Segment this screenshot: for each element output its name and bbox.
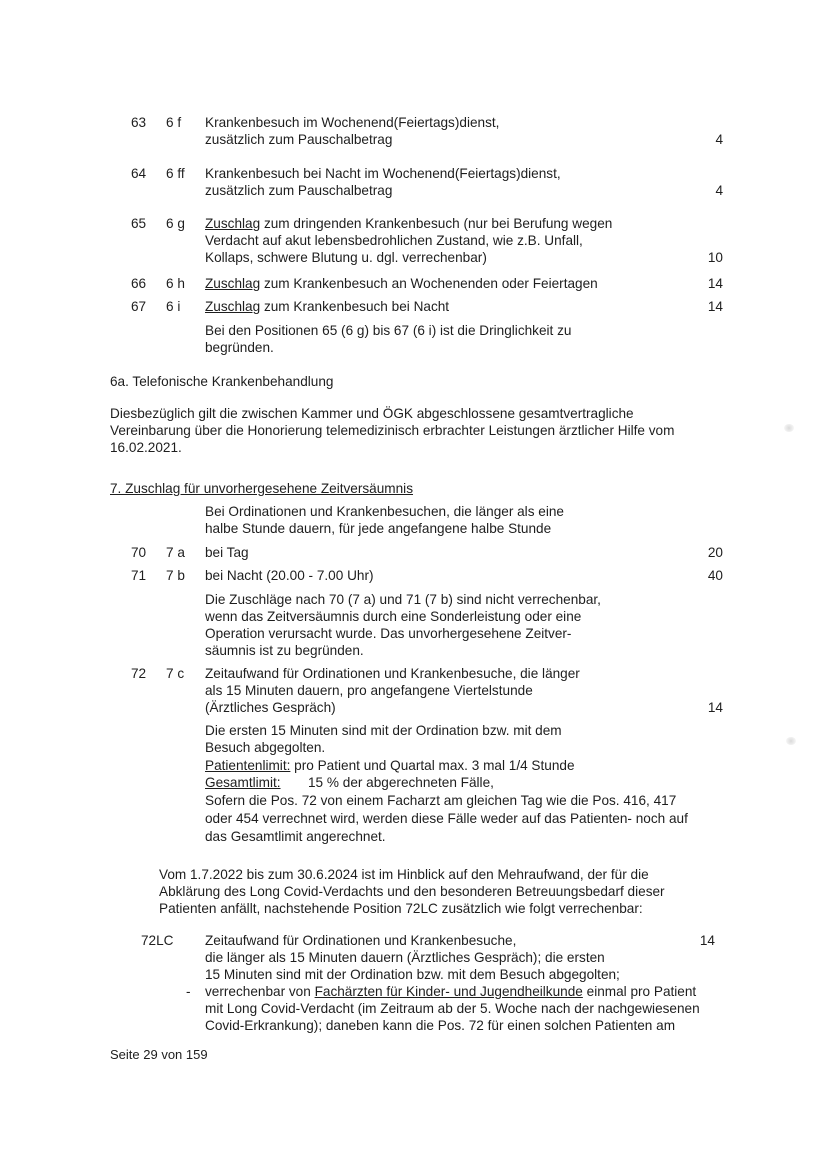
position-text-line: zusätzlich zum Pauschalbetrag	[205, 132, 393, 147]
note-line: das Gesamtlimit angerechnet.	[205, 829, 386, 844]
position-text-line	[205, 275, 598, 292]
position-points: 40	[707, 568, 723, 583]
section-7-heading: 7. Zuschlag für unvorhergesehene Zeitversäumnis	[110, 481, 413, 496]
paragraph-line: Diesbezüglich gilt die zwischen Kammer und ÖGK abgeschlossene gesamtvertragliche	[110, 406, 634, 421]
position-text-line	[205, 215, 612, 232]
note-line: Die Zuschläge nach 70 (7 a) und 71 (7 b) sind nicht verrechenbar,	[205, 592, 601, 607]
position-text-line: Kollaps, schwere Blutung u. dgl. verrechenbar)	[205, 250, 487, 265]
note-line: wenn das Zeitversäumnis durch eine Sonderleistung oder eine	[205, 609, 582, 624]
section-6a-heading: 6a. Telefonische Krankenbehandlung	[110, 374, 334, 389]
note-line: Besuch abgegolten.	[205, 740, 326, 755]
note-line: Sofern die Pos. 72 von einem Facharzt am gleichen Tag wie die Pos. 416, 417	[205, 793, 677, 808]
position-text-line: (Ärztliches Gespräch)	[205, 700, 336, 715]
bullet-line	[205, 983, 696, 1000]
paragraph-line: Vereinbarung über die Honorierung telemedizinisch erbrachter Leistungen ärztlicher Hilfe vom	[110, 423, 675, 438]
paragraph-line: Abklärung des Long Covid-Verdachts und den besonderen Betreuungsbedarf dieser	[159, 884, 665, 899]
position-points: 10	[707, 250, 723, 265]
position-code: 6 f	[166, 115, 182, 130]
position-number: 72	[131, 666, 147, 681]
position-points: 4	[715, 132, 723, 147]
fachaerzte-underlined: Fachärzten für Kinder- und Jugendheilkunde	[314, 984, 583, 999]
paragraph-line: Vom 1.7.2022 bis zum 30.6.2024 ist im Hinblick auf den Mehraufwand, der für die	[159, 867, 649, 882]
note-line: Bei den Positionen 65 (6 g) bis 67 (6 i) ist die Dringlichkeit zu	[205, 323, 572, 338]
scan-artifact	[784, 424, 794, 432]
position-text-line	[205, 298, 449, 315]
zuschlag-underlined: Zuschlag	[205, 276, 261, 291]
position-points: 4	[715, 183, 723, 198]
position-points: 14	[707, 276, 723, 291]
position-text-line: bei Tag	[205, 545, 249, 560]
intro-line: halbe Stunde dauern, für jede angefangene halbe Stunde	[205, 521, 552, 536]
position-text-line: Zeitaufwand für Ordinationen und Krankenbesuche,	[205, 933, 517, 948]
page-footer: Seite 29 von 159	[110, 1047, 208, 1062]
position-points: 20	[707, 545, 723, 560]
note-line: Die ersten 15 Minuten sind mit der Ordination bzw. mit dem	[205, 723, 562, 738]
position-text-rest: zum Krankenbesuch an Wochenenden oder Feiertagen	[260, 276, 598, 291]
total-limit-text: 15 % der abgerechneten Fälle,	[308, 775, 494, 790]
position-number: 67	[131, 299, 147, 314]
total-limit-label: Gesamtlimit:	[205, 775, 281, 790]
bullet-text-pre: verrechenbar von	[205, 984, 315, 999]
intro-line: Bei Ordinationen und Krankenbesuchen, die länger als eine	[205, 504, 564, 519]
bullet-line: Covid-Erkrankung); daneben kann die Pos. 72 für einen solchen Patienten am	[205, 1018, 676, 1033]
position-code: 7 c	[166, 666, 185, 681]
position-number: 63	[131, 115, 147, 130]
paragraph-line: 16.02.2021.	[110, 440, 182, 455]
note-line: oder 454 verrechnet wird, werden diese Fälle weder auf das Patienten- noch auf	[205, 811, 688, 826]
position-number: 65	[131, 216, 147, 231]
position-text-line: Verdacht auf akut lebensbedrohlichen Zustand, wie z.B. Unfall,	[205, 233, 583, 248]
position-text-line: 15 Minuten sind mit der Ordination bzw. mit dem Besuch abgegolten;	[205, 967, 620, 982]
position-code: 6 i	[166, 299, 181, 314]
position-number: 71	[131, 568, 147, 583]
position-code: 7 a	[166, 545, 185, 560]
zuschlag-underlined: Zuschlag	[205, 299, 261, 314]
position-text-line: die länger als 15 Minuten dauern (Ärztliches Gespräch); die ersten	[205, 950, 605, 965]
note-line: säumnis ist zu begründen.	[205, 643, 364, 658]
position-text-rest: zum dringenden Krankenbesuch (nur bei Berufung wegen	[260, 216, 613, 231]
position-text-line: Zeitaufwand für Ordinationen und Krankenbesuche, die länger	[205, 666, 580, 681]
bullet-text-post: einmal pro Patient	[582, 984, 697, 999]
position-text-line: Krankenbesuch bei Nacht im Wochenend(Feiertags)dienst,	[205, 166, 561, 181]
position-number: 72LC	[141, 933, 174, 948]
position-number: 70	[131, 545, 147, 560]
position-text-line: als 15 Minuten dauern, pro angefangene Viertelstunde	[205, 683, 533, 698]
position-text-line: bei Nacht (20.00 - 7.00 Uhr)	[205, 568, 374, 583]
position-number: 66	[131, 276, 147, 291]
patient-limit-text: pro Patient und Quartal max. 3 mal 1/4 Stunde	[290, 758, 575, 773]
position-text-line: Krankenbesuch im Wochenend(Feiertags)dienst,	[205, 115, 500, 130]
scan-artifact	[786, 737, 796, 745]
zuschlag-underlined: Zuschlag	[205, 216, 261, 231]
position-points: 14	[699, 933, 715, 948]
bullet-dash: -	[186, 984, 191, 999]
patient-limit-label: Patientenlimit:	[205, 758, 291, 773]
paragraph-line: Patienten anfällt, nachstehende Position 72LC zusätzlich wie folgt verrechenbar:	[159, 901, 643, 916]
position-code: 6 ff	[166, 166, 185, 181]
position-code: 6 h	[166, 276, 185, 291]
position-code: 7 b	[166, 568, 185, 583]
bullet-line: mit Long Covid-Verdacht (im Zeitraum ab der 5. Woche nach der nachgewiesenen	[205, 1001, 700, 1016]
position-code: 6 g	[166, 216, 185, 231]
position-points: 14	[707, 299, 723, 314]
position-number: 64	[131, 166, 147, 181]
note-line: begründen.	[205, 340, 274, 355]
note-line: Operation verursacht wurde. Das unvorhergesehene Zeitver-	[205, 626, 572, 641]
total-limit-line	[205, 774, 281, 791]
position-text-rest: zum Krankenbesuch bei Nacht	[260, 299, 450, 314]
patient-limit-line	[205, 757, 575, 774]
position-text-line: zusätzlich zum Pauschalbetrag	[205, 183, 393, 198]
position-points: 14	[707, 700, 723, 715]
